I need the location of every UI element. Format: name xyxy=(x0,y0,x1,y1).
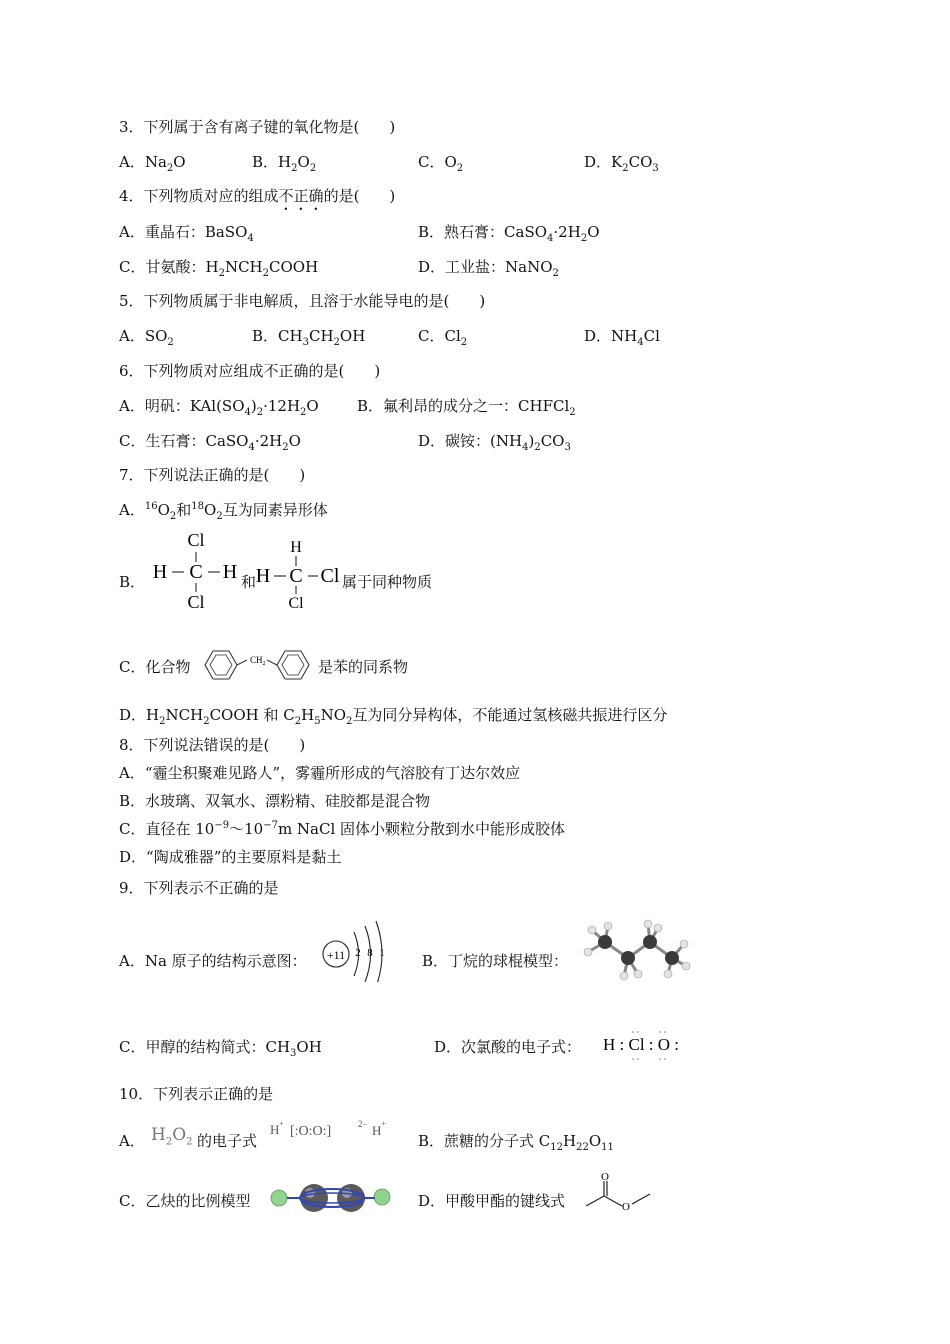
h2o2-electron-formula xyxy=(268,1116,398,1146)
q10-option-b: B．蔗糖的分子式 $C_{12}H_{22}O_{11}$ xyxy=(418,1132,614,1153)
q7-option-d: D．$H_2NCH_2COOH$ 和 $C_2H_5NO_2$互为同分异构体，不能通过氢核磁共振进行区分 xyxy=(119,706,668,727)
q9-stem: 9．下列表示不正确的是 xyxy=(119,879,279,897)
q8-stem: 8．下列说法错误的是( ) xyxy=(119,736,306,754)
q4-option-b: B．熟石膏：$CaSO_4\cdot 2H_2O$ xyxy=(418,223,600,244)
q6-option-d: D．碳铵：$(NH_4)_2CO_3$ xyxy=(418,432,571,453)
svg-text:Cl: Cl xyxy=(187,592,205,612)
svg-text:+: + xyxy=(279,1119,284,1128)
q7-c-post: 是苯的同系物 xyxy=(318,658,409,676)
hypochlorous-acid-electron-formula xyxy=(600,1026,686,1062)
svg-text:Cl: Cl xyxy=(187,530,205,550)
q4-stem: 4．下列物质对应的组成不正确的是( ) xyxy=(119,187,396,205)
q7-b-structure-1 xyxy=(148,530,243,612)
q7-b-structure-2 xyxy=(254,536,342,614)
svg-text:2−: 2− xyxy=(358,1119,368,1129)
q8-option-d: D．“陶成雅器”的主要原料是黏土 xyxy=(119,848,342,866)
q8-option-a: A．“霾尘积聚难见路人”，雾霾所形成的气溶胶有丁达尔效应 xyxy=(119,764,521,782)
q8-option-c: C．直径在 $10^{-9}\sim 10^{-7}m$ NaCl 固体小颗粒分散到水中能形成胶体 xyxy=(119,820,566,838)
q4-option-c: C．甘氨酸：$H_2NCH_2COOH$ xyxy=(119,258,319,279)
q3-option-a: A．$Na_2O$ xyxy=(119,153,186,174)
q9-option-d: D．次氯酸的电子式： xyxy=(434,1038,582,1056)
q6-stem: 6．下列物质对应组成不正确的是( ) xyxy=(119,362,381,380)
butane-ball-and-stick-model xyxy=(580,908,696,988)
svg-text:O: O xyxy=(601,1172,609,1183)
svg-text:H: H xyxy=(222,561,238,583)
q6-option-c: C．生石膏：$CaSO_4\cdot 2H_2O$ xyxy=(119,432,301,453)
q8-option-b: B．水玻璃、双氧水、漂粉精、硅胶都是混合物 xyxy=(119,792,431,810)
svg-text:O: O xyxy=(622,1201,630,1212)
q6-option-b: B．氟利昂的成分之一：CHFCl$_2$ xyxy=(357,397,576,418)
q4-option-d: D．工业盐：NaNO$_2$ xyxy=(418,258,559,279)
svg-text:+: + xyxy=(381,1119,386,1128)
svg-text:H: H xyxy=(290,539,302,556)
q10-option-d: D．甲酸甲酯的键线式 xyxy=(418,1192,566,1210)
q5-option-c: C．$Cl_2$ xyxy=(418,327,468,348)
diphenylmethane-structure xyxy=(199,642,317,688)
svg-text:Cl: Cl xyxy=(288,595,304,612)
q5-stem: 5．下列物质属于非电解质，且溶于水能导电的是( ) xyxy=(119,292,486,310)
q10-option-a-label: A． xyxy=(119,1132,145,1150)
q7-option-c: C．化合物 xyxy=(119,658,191,676)
q4-option-a: A．重晶石：BaSO$_4$ xyxy=(119,223,254,244)
svg-text:H: H xyxy=(372,1123,382,1138)
svg-text:Cl: Cl xyxy=(320,565,340,587)
svg-text:CH2: $CH_2$ xyxy=(250,655,266,667)
svg-text:H: H xyxy=(255,565,271,587)
svg-text:+11: +11 xyxy=(326,948,346,962)
svg-text:8: 8 xyxy=(367,947,373,959)
methyl-formate-skeletal-formula xyxy=(582,1172,654,1212)
q5-option-b: B．$CH_3CH_2OH$ xyxy=(252,327,366,348)
svg-text:1: 1 xyxy=(379,947,385,959)
q5-option-d: D．$NH_4Cl$ xyxy=(584,327,660,348)
q6-option-a: A．明矾：$KAl(SO_4)_2\cdot 12H_2O$ xyxy=(119,397,319,418)
q9-option-a: A．Na 原子的结构示意图： xyxy=(119,952,307,970)
q3-option-d: D．$K_2CO_3$ xyxy=(584,153,659,174)
q3-option-b: B．$H_2O_2$ xyxy=(252,153,317,174)
q7-option-b-label: B． xyxy=(119,573,146,591)
q3-stem: 3．下列属于含有离子键的氧化物是( ) xyxy=(119,118,396,136)
svg-text:C: C xyxy=(289,565,303,587)
svg-text:H: H xyxy=(270,1122,280,1137)
sodium-atom-structure-diagram xyxy=(318,918,392,982)
q7-b-rest: 属于同种物质 xyxy=(342,573,433,591)
q7-option-a: A．$^{16}O_2$和$^{18}O_2$互为同素异形体 xyxy=(119,501,328,522)
acetylene-space-filling-model xyxy=(267,1180,395,1216)
svg-text:C: C xyxy=(189,561,203,583)
h2o2-formula: $H_2O_2$ xyxy=(151,1125,193,1148)
q10-a-text: 的电子式 xyxy=(197,1132,258,1150)
svg-text:H: H xyxy=(152,561,168,583)
q7-b-and: 和 xyxy=(241,573,257,591)
svg-text:H : Cl : O :: H : Cl : O : xyxy=(603,1035,680,1054)
q9-option-c: C．甲醇的结构简式：$CH_3OH$ xyxy=(119,1038,322,1059)
q9-option-b: B．丁烷的球棍模型： xyxy=(422,952,569,970)
q10-stem: 10．下列表示正确的是 xyxy=(119,1085,274,1103)
q10-option-c: C．乙炔的比例模型 xyxy=(119,1192,251,1210)
q3-option-c: C．$O_2$ xyxy=(418,153,464,174)
q7-stem: 7．下列说法正确的是( ) xyxy=(119,466,306,484)
svg-text:2: 2 xyxy=(355,947,361,959)
q5-option-a: A．$SO_2$ xyxy=(119,327,174,348)
svg-text:[:O:O:]: [:O:O:] xyxy=(290,1124,332,1139)
